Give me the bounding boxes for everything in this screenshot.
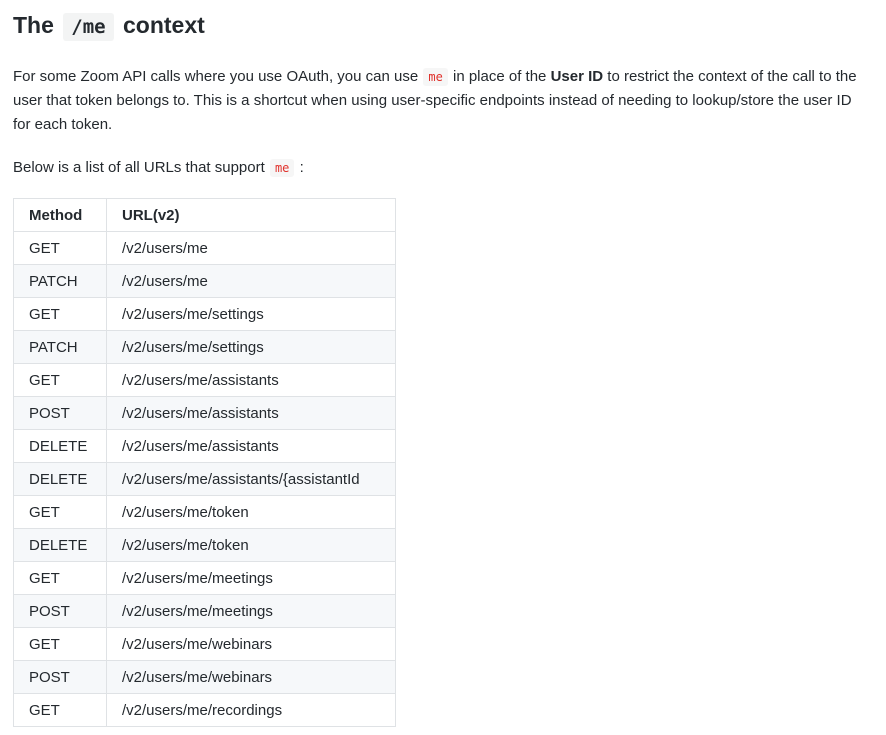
url-cell: /v2/users/me	[107, 232, 396, 265]
url-cell: /v2/users/me/token	[107, 529, 396, 562]
header-url: URL(v2)	[107, 199, 396, 232]
header-method: Method	[14, 199, 107, 232]
url-cell: /v2/users/me/meetings	[107, 595, 396, 628]
url-cell: /v2/users/me/token	[107, 496, 396, 529]
list-intro-text: Below is a list of all URLs that support	[13, 159, 265, 176]
url-cell: /v2/users/me/assistants	[107, 364, 396, 397]
table-row	[14, 529, 396, 562]
table-row	[14, 430, 396, 463]
method-cell: GET	[14, 496, 107, 529]
method-cell: DELETE	[14, 463, 107, 496]
method-cell: GET	[14, 232, 107, 265]
table-row	[14, 694, 396, 727]
table-row	[14, 496, 396, 529]
method-cell: GET	[14, 628, 107, 661]
url-cell: /v2/users/me/recordings	[107, 694, 396, 727]
method-cell: GET	[14, 694, 107, 727]
method-cell: POST	[14, 595, 107, 628]
title-suffix: context	[123, 12, 205, 38]
table-row	[14, 232, 396, 265]
table-row	[14, 298, 396, 331]
intro-text-3: to restrict the context of the call to the user that token belongs to. This is a shortcut when using user-specific endpoints instead of needing to lookup/store the user ID for each token.	[13, 68, 857, 133]
table-row	[14, 463, 396, 496]
page-title	[13, 8, 205, 44]
method-cell: PATCH	[14, 331, 107, 364]
intro-code-me: me	[423, 68, 447, 86]
method-cell: DELETE	[14, 430, 107, 463]
method-cell: PATCH	[14, 265, 107, 298]
intro-paragraph	[13, 65, 873, 137]
list-intro-paragraph	[13, 156, 304, 180]
url-cell: /v2/users/me/assistants	[107, 397, 396, 430]
intro-bold-user-id: User ID	[550, 68, 604, 85]
table-row	[14, 364, 396, 397]
method-cell: POST	[14, 397, 107, 430]
title-code: /me	[63, 13, 113, 41]
url-cell: /v2/users/me	[107, 265, 396, 298]
method-cell: POST	[14, 661, 107, 694]
url-cell: /v2/users/me/webinars	[107, 661, 396, 694]
title-prefix: The	[13, 12, 54, 38]
url-cell: /v2/users/me/meetings	[107, 562, 396, 595]
intro-text-1: For some Zoom API calls where you use OAuth, you can use	[13, 68, 419, 85]
table-row	[14, 331, 396, 364]
table-row	[14, 595, 396, 628]
table-row	[14, 397, 396, 430]
url-cell: /v2/users/me/assistants/{assistantId	[107, 463, 396, 496]
url-cell: /v2/users/me/assistants	[107, 430, 396, 463]
list-intro-suffix: :	[299, 159, 304, 176]
table-row	[14, 661, 396, 694]
method-cell: DELETE	[14, 529, 107, 562]
table-header-row	[14, 199, 396, 232]
url-cell: /v2/users/me/settings	[107, 298, 396, 331]
url-table	[13, 198, 396, 727]
method-cell: GET	[14, 562, 107, 595]
list-intro-code-me: me	[270, 159, 294, 177]
method-cell: GET	[14, 298, 107, 331]
url-cell: /v2/users/me/settings	[107, 331, 396, 364]
url-cell: /v2/users/me/webinars	[107, 628, 396, 661]
table-row	[14, 265, 396, 298]
intro-text-2: in place of the	[453, 68, 547, 85]
method-cell: GET	[14, 364, 107, 397]
table-row	[14, 562, 396, 595]
table-row	[14, 628, 396, 661]
